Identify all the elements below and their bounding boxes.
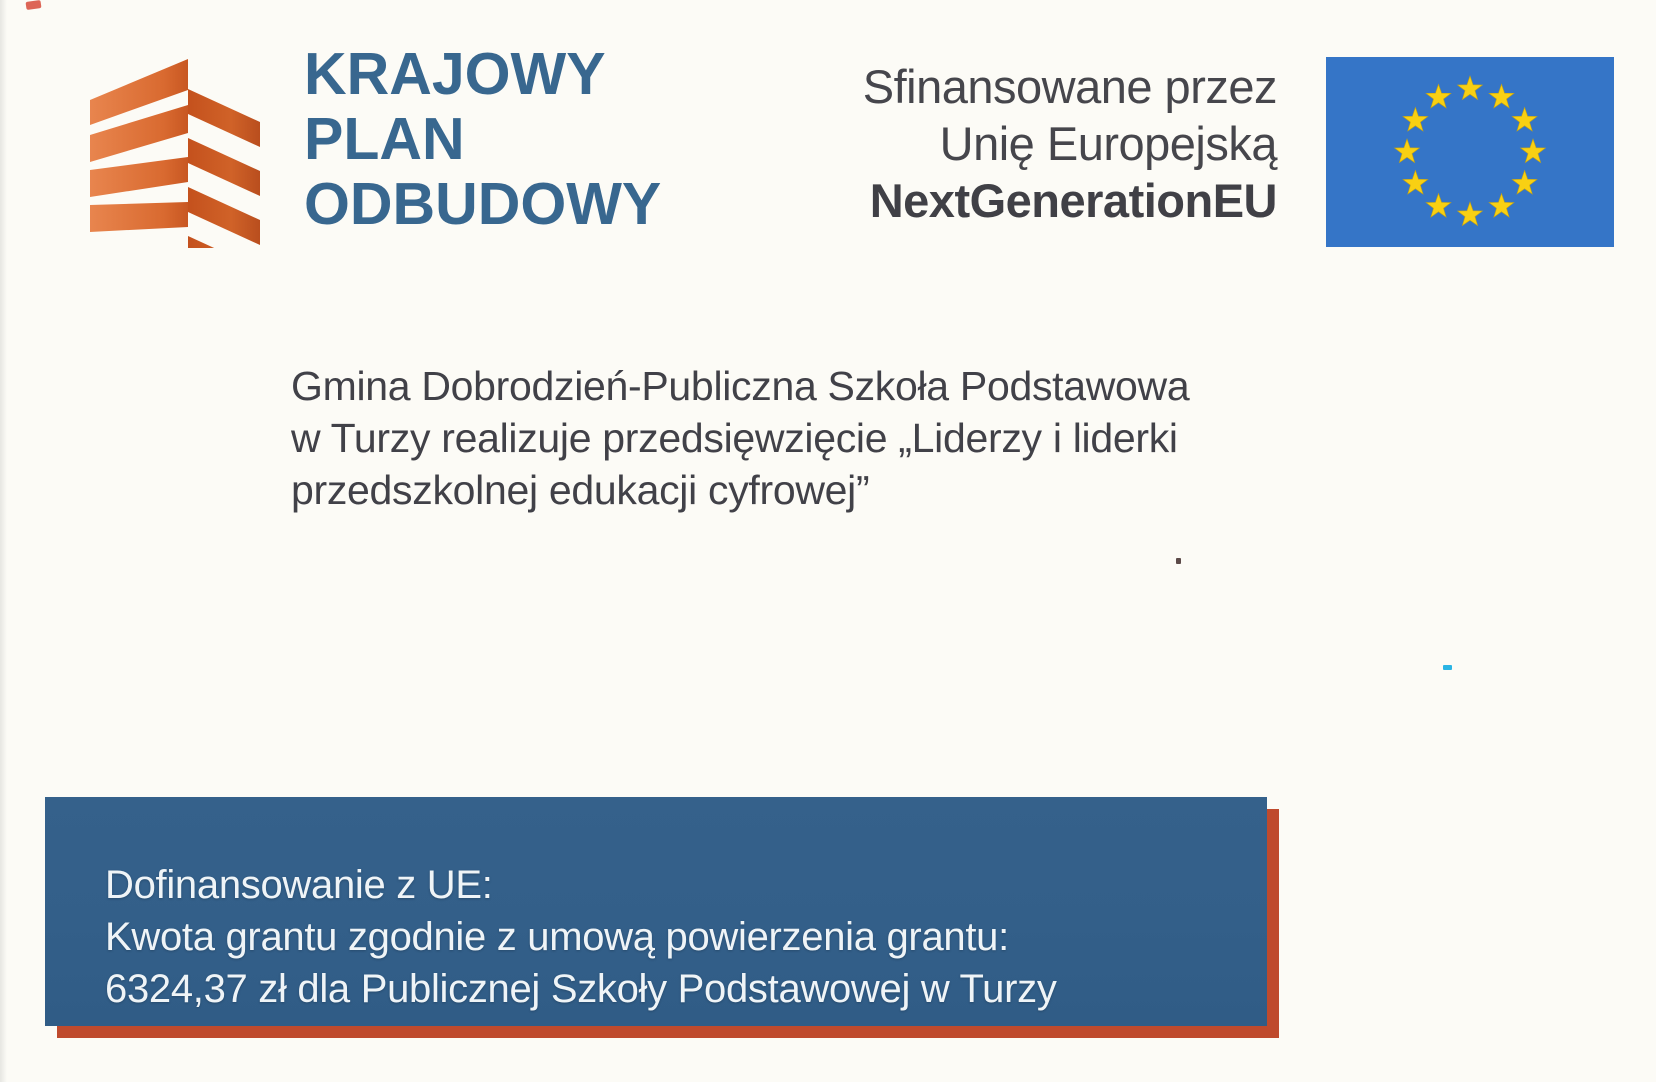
- funding-banner-line: Dofinansowanie z UE:: [105, 863, 493, 907]
- project-statement-line: Gmina Dobrodzień-Publiczna Szkoła Podstawowa: [291, 363, 1190, 409]
- scan-edge-shading: [0, 0, 7, 1082]
- nextgeneration-eu-label: NextGenerationEU: [869, 174, 1277, 227]
- funding-banner-text: [105, 859, 1057, 1015]
- kpo-wordmark-line: PLAN: [304, 106, 465, 172]
- kpo-wordmark-line: ODBUDOWY: [304, 171, 662, 237]
- scan-artifact-red: [26, 0, 42, 10]
- kpo-wordmark-line: KRAJOWY: [304, 41, 606, 107]
- funding-banner-line: Kwota grantu zgodnie z umową powierzenia grantu:: [105, 915, 1009, 959]
- project-statement: [291, 360, 1189, 516]
- project-statement-line: przedszkolnej edukacji cyfrowej”: [291, 467, 870, 513]
- funding-statement-line: Sfinansowane przez: [862, 60, 1277, 113]
- kpo-wordmark: [304, 42, 661, 237]
- funding-statement: [863, 58, 1277, 229]
- scan-artifact-dot: [1176, 558, 1181, 564]
- funding-banner-line: 6324,37 zł dla Publicznej Szkoły Podstawowej w Turzy: [105, 967, 1057, 1011]
- funding-banner: [45, 797, 1267, 1026]
- funding-statement-line: Unię Europejską: [939, 117, 1277, 170]
- scan-artifact-cyan: [1443, 665, 1452, 670]
- eu-flag-icon: [1326, 57, 1614, 247]
- project-statement-line: w Turzy realizuje przedsięwzięcie „Liderzy i liderki: [291, 415, 1178, 461]
- kpo-building-icon: [85, 52, 260, 248]
